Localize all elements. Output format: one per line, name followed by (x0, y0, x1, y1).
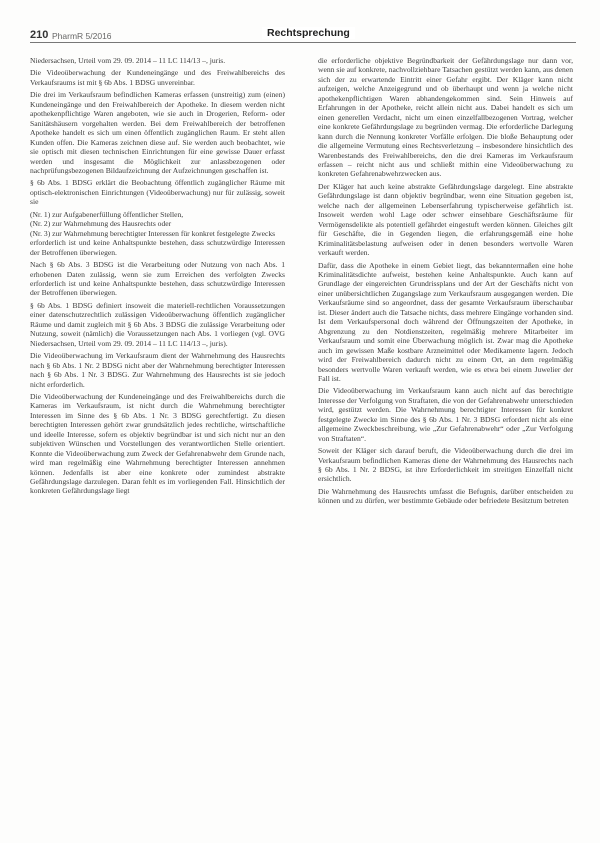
section-title: Rechtsprechung (262, 27, 355, 39)
paragraph: § 6b Abs. 1 BDSG erklärt die Beobachtung öffentlich zugänglicher Räume mit optisch-elektronischen Einrichtungen (Videoüberwachung) nur für zulässig, soweit sie (30, 178, 285, 207)
paragraph: Die Videoüberwachung im Verkaufsraum dient der Wahrnehmung des Hausrechts nach § 6b Abs. 1 Nr. 2 BDSG nicht aber der Wahrnehmung berechtigter Interessen nach § 6b Abs. 1 Nr. 3 BDSG. Zur Wahrnehmung des Hausrechts ist sie jedoch nicht erforderlich. (30, 351, 285, 389)
journal-reference: PharmR 5/2016 (52, 31, 112, 41)
list-item: (Nr. 2) zur Wahrnehmung des Hausrechts oder (30, 219, 172, 229)
paragraph: Die Videoüberwachung der Kundeneingänge und des Freiwahlbereichs des Verkaufsraums ist mit § 6b Abs. 1 BDSG unvereinbar. (30, 68, 285, 87)
right-column (318, 56, 573, 506)
paragraph: die erforderliche objektive Begründbarkeit der Gefährdungslage nur dann vor, wenn sie auf konkrete, nachvollziehbare Tatsachen gestützt werden kann, aus denen sich der zu erwartende Eintritt einer Gefahr ergibt. Der Kläger kann nicht aufzeigen, welche Anzeigegrund und ob überhaupt und wenn ja welche nicht apothekenpflichtigen Waren abhandengekommen sind. Sein Hinweis auf Erfahrungen in der Apotheke, reicht allein nicht aus. Dabei handelt es sich um einen generellen Verdacht, nicht um einen einzelfallbezogenen Vortrag, welcher eine konkrete Gefährdungslage zu begründen vermag. Die erforderliche Darlegung kann durch die Nennung konkreter Vorfälle erfolgen. Die bloße Behauptung oder die allgemeine Vermutung eines Rechtsverletzung – insbesondere hinsichtlich des Warenbestands des Freiwahlbereichs, den die drei Kameras im Verkaufsraum erfassen – reicht nicht aus und schließt mithin eine Videoüberwachung zu konkreten Gefahrenabwehrzwecken aus. (318, 56, 573, 179)
paragraph: Die Wahrnehmung des Hausrechts umfasst die Befugnis, darüber entscheiden zu können und zu dürfen, wer bestimmte Gebäude oder befriedete Besitztum betreten (318, 486, 573, 506)
paragraph: erforderlich ist und keine Anhaltspunkte bestehen, dass schutzwürdige Interessen der Betroffenen überwiegen. (30, 238, 285, 257)
paragraph: Die Videoüberwachung im Verkaufsraum kann auch nicht auf das berechtigte Interesse der Verfolgung von Straftaten, die von der Gefahrenabwehr unterschieden wird, gestützt werden. Die Wahrnehmung berechtigter Interessen für konkret festgelegte Zwecke im Sinne des § 6b Abs. 1 Nr. 3 BDSG erfordert nicht als eine allgemeine Zweckbeschreibung, wie „Zur Gefahrenabwehr“ oder „Zur Verfolgung von Straftaten“. (318, 386, 573, 443)
paragraph: Niedersachsen, Urteil vom 29. 09. 2014 – 11 LC 114/13 –, juris. (30, 56, 226, 65)
header-rule (30, 42, 576, 43)
paragraph: Dafür, dass die Apotheke in einem Gebiet liegt, das bekanntermaßen eine hohe Kriminalitätsdichte aufweist, bestehen keine Anhaltspunkte. Auch kann auf Grundlage der eingereichten Grundrissplans und der Art der Geschäfts nicht von einer unübersichtlichen Zugangslage zum Verkaufsraum ausgegangen werden. Die Verkaufsräume sind so angeordnet, dass der gesamte Verkaufsraum überschaubar ist. Dieser ändert auch die Tatsache nichts, dass mehrere Eingänge vorhanden sind. Ist dem Verkaufspersonal doch während der Öffnungszeiten der Apotheke, in Abgrenzung zu den Notdienstzeiten, regelmäßig mehrere Mitarbeiter im Verkaufsraum und somit eine Überwachung möglich ist. Zwar mag die Apotheke auch im gewissen Maße kostbare Arzneimittel oder Medikamente lagern. Jedoch wird der Freiwahlbereich dadurch nicht zu einem Ort, an dem regelmäßig besonders wertvolle Waren verkauft werden, wie es etwa bei einem Juwelier der Fall ist. (318, 260, 573, 383)
paragraph: Nach § 6b Abs. 3 BDSG ist die Verarbeitung oder Nutzung von nach Abs. 1 erhobenen Daten zulässig, wenn sie zum Erreichen des verfolgten Zwecks erforderlich ist und keine Anhaltspunkte bestehen, dass schutzwürdige Interessen der Betroffenen überwiegen. (30, 260, 285, 298)
list-item: (Nr. 1) zur Aufgabenerfüllung öffentlicher Stellen, (30, 209, 184, 219)
paragraph: Der Kläger hat auch keine abstrakte Gefährdungslage dargelegt. Eine abstrakte Gefährdungslage ist dann objektiv begründbar, wenn eine Situation gegeben ist, welche nach der allgemeinen Lebenserfahrung typischerweise gefährlich ist. Insoweit werden wohl Lage oder schwer einsehbare Geschäftsräume für Vermögensdelikte als potentiell gefährdet eingestuft werden können. Gleiches gilt für Geschäfte, die in Gegenden liegen, die erfahrungsgemäß eine hohe Kriminalitätsbelastung aufweisen oder in denen besonders wertvolle Waren verkauft werden. (318, 181, 573, 258)
page-header (30, 26, 576, 48)
paragraph: Die drei im Verkaufsraum befindlichen Kameras erfassen (unstreitig) zum (einen) Kundeneingänge und den Freiwahlbereich der Apotheke. In diesem werden nicht apothekenpflichtige Waren angeboten, wie sie auch in Drogerien, Reform- oder Sanitätshäusern vorgehalten werden. Bei dem Freiwahlbereich der betroffenen Apotheke handelt es sich um einen öffentlich zugänglichen Raum. Er steht allen Kunden offen. Die Kameras zeichnen diese auf. Sie werden auch beobachtet, wie sie optisch mit diesen technischen Einrichtungen für eine gewisse Dauer erfasst werden und insgesamt die Möglichkeit zur anlassbezogenen oder nachprüfungsbezogenen Bildaufzeichnung der Aufzeichnungen geschaffen ist. (30, 90, 285, 175)
page-number: 210 (30, 29, 49, 41)
left-column (30, 56, 285, 496)
paragraph: § 6b Abs. 1 BDSG definiert insoweit die materiell-rechtlichen Voraussetzungen einer datenschutzrechtlich zulässigen Videoüberwachung öffentlich zugänglicher Räume und damit zugleich mit § 6b Abs. 3 BDSG die zulässige Verarbeitung oder Nutzung, soweit (nämlich) die Voraussetzungen nach Abs. 1 vorliegen (vgl. OVG Niedersachsen, Urteil vom 29. 09. 2014 – 11 LC 114/13 –, juris). (30, 300, 285, 348)
paragraph: Die Videoüberwachung der Kundeneingänge und des Freiwahlbereichs durch die Kameras im Verkaufsraum, ist nicht durch die Wahrnehmung berechtigter Interessen im Sinne des § 6b Abs. 1 Nr. 3 BDSG gerechtfertigt. Zu diesen berechtigten Interessen gehört zwar grundsätzlich jedes rechtliche, wirtschaftliche und ideelle Interesse, sofern es objektiv begründbar ist und sich nicht nur an den subjektiven Wünschen und Vorstellungen des verantwortlichen Stelle orientiert. Konnte die Videoüberwachung zum Zweck der Gefahrenabwehr dem Grunde nach, wird man regelmäßig eine Wahrnehmung berechtigter Interessen annehmen können. Jedenfalls ist aber eine konkrete oder zumindest abstrakte Gefährdungslage darzulegen. Daran fehlt es im vorliegenden Fall. Hinsichtlich der konkreten Gefährdungslage liegt (30, 391, 285, 496)
paragraph: Soweit der Kläger sich darauf beruft, die Videoüberwachung durch die drei im Verkaufsraum befindlichen Kameras diene der Wahrnehmung des Hausrechts nach § 6b Abs. 1 Nr. 2 BDSG, ist ihre Erforderlichkeit im streitigen Einzelfall nicht ersichtlich. (318, 446, 573, 484)
list-item: (Nr. 3) zur Wahrnehmung berechtigter Interessen für konkret festgelegte Zwecks (30, 228, 276, 238)
